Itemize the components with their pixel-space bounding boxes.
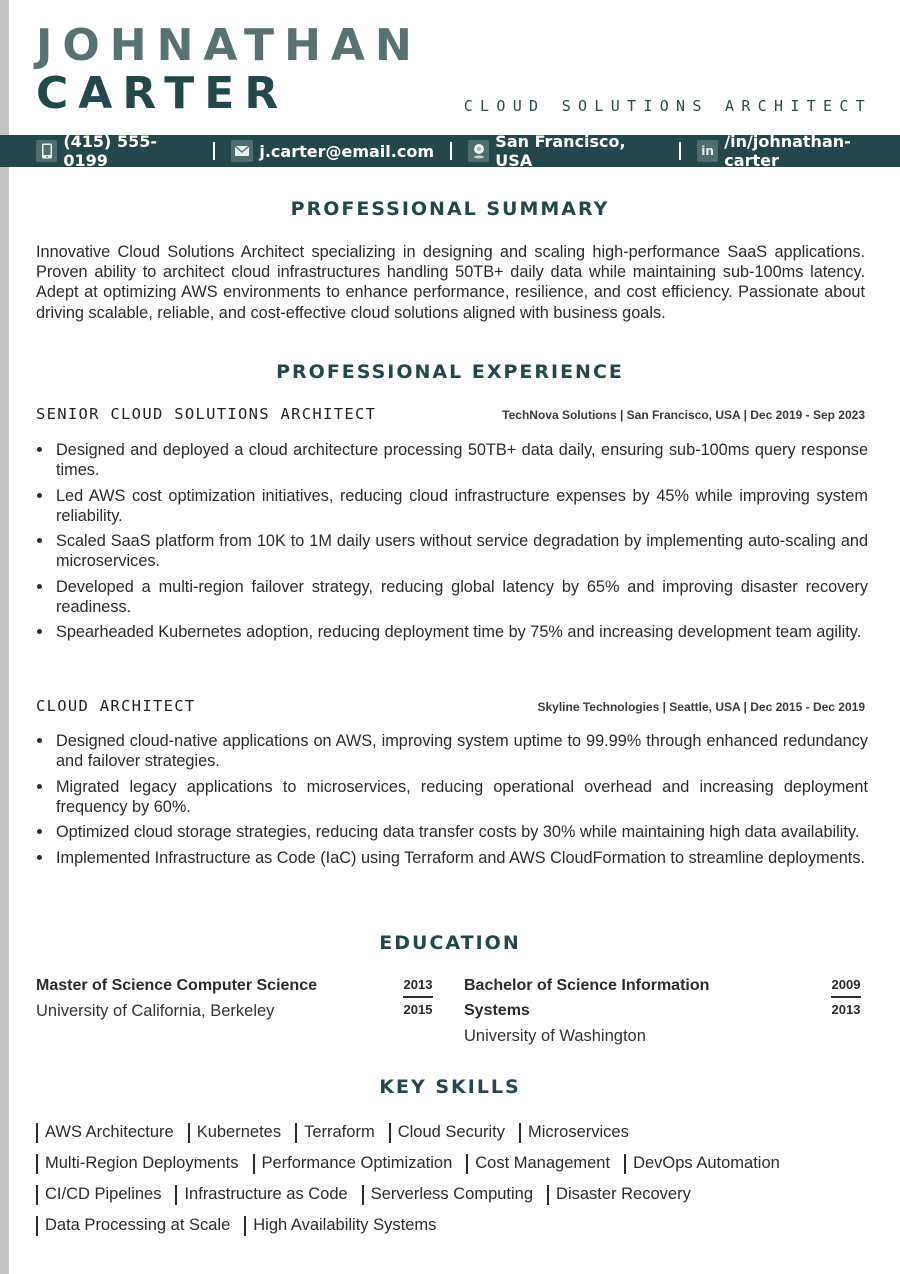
skill-item: Kubernetes [188,1123,281,1143]
school: University of Washington [464,1027,646,1045]
last-name: CARTER [36,68,289,119]
contact-linkedin[interactable] [697,132,900,170]
skill-item: Serverless Computing [362,1185,533,1205]
job-header [36,697,865,715]
skills-list [36,1117,876,1241]
skills-row [36,1179,876,1210]
education-entry [36,973,376,1024]
job-meta: Skyline Technologies | Seattle, USA | Dec 2015 - Dec 2019 [537,700,865,714]
job-role: SENIOR CLOUD SOLUTIONS ARCHITECT [36,405,377,423]
job-bullet: Optimized cloud storage strategies, reducing data transfer costs by 30% while maintaining high data availability. [36,822,868,842]
summary-text: Innovative Cloud Solutions Architect specializing in designing and scaling high-performance SaaS applications. Proven ability to architect cloud infrastructures handling 50TB+ daily data while maintaining sub-100ms latency. Adept at optimizing AWS environments to enhance performance, resilience, and cost efficiency. Passionate about driving scalable, reliable, and cost-effective cloud solutions aligned with business goals. [36,243,865,322]
contact-bar [0,132,900,170]
skill-item: Performance Optimization [253,1154,453,1174]
skills-heading: KEY SKILLS [379,1076,521,1098]
skill-item: High Availability Systems [244,1216,436,1236]
end-year: 2015 [403,1002,433,1017]
year-divider [403,996,433,998]
job-bullet: Migrated legacy applications to microservices, reducing operational overhead and increasing deployment frequency by 60%. [36,777,868,817]
school: University of California, Berkeley [36,1002,275,1020]
end-year: 2013 [831,1002,861,1017]
job-bullet: Spearheaded Kubernetes adoption, reducing deployment time by 75% and increasing development team agility. [36,622,868,642]
job-bullet: Developed a multi-region failover strategy, reducing global latency by 65% and improving disaster recovery readiness. [36,577,868,617]
skill-item: DevOps Automation [624,1154,780,1174]
job-bullets [36,440,868,648]
skill-item: Microservices [519,1123,629,1143]
location-text: San Francisco, USA [495,132,626,170]
start-year: 2009 [831,977,861,992]
job-bullet: Designed and deployed a cloud architecture processing 50TB+ data daily, ensuring sub-100ms query response times. [36,440,868,480]
summary-heading: PROFESSIONAL SUMMARY [290,198,610,220]
job-bullet: Designed cloud-native applications on AWS, improving system uptime to 99.99% through enhanced redundancy and failover strategies. [36,731,868,771]
contact-location[interactable] [468,132,663,170]
contact-phone[interactable] [36,132,197,170]
contact-divider [213,142,215,160]
education-list [36,973,865,1053]
skills-row [36,1210,876,1241]
skills-row [36,1148,876,1179]
skill-item: Data Processing at Scale [36,1216,230,1236]
education-years [401,973,435,1019]
skill-item: Infrastructure as Code [175,1185,347,1205]
candidate-name [36,22,422,118]
job-role: CLOUD ARCHITECT [36,697,196,715]
education-entry [464,973,764,1049]
skill-item: CI/CD Pipelines [36,1185,161,1205]
contact-email[interactable] [231,140,434,162]
year-divider [831,996,861,998]
skill-item: Disaster Recovery [547,1185,691,1205]
education-heading: EDUCATION [379,932,521,954]
email-address: j.carter@email.com [259,141,434,161]
job-bullet: Implemented Infrastructure as Code (IaC) using Terraform and AWS CloudFormation to streamline deployments. [36,848,868,868]
job-title: CLOUD SOLUTIONS ARCHITECT [463,97,872,115]
phone-number: (415) 555-0199 [63,132,157,170]
skill-item: Terraform [295,1123,375,1143]
first-name: JOHNATHAN [36,20,422,71]
education-years [829,973,863,1019]
phone-icon [36,140,57,162]
experience-heading: PROFESSIONAL EXPERIENCE [276,361,624,383]
skill-item: Multi-Region Deployments [36,1154,239,1174]
start-year: 2013 [403,977,433,992]
job-meta: TechNova Solutions | San Francisco, USA | Dec 2019 - Sep 2023 [502,408,865,422]
job-bullet: Scaled SaaS platform from 10K to 1M daily users without service degradation by implementing auto-scaling and microservices. [36,531,868,571]
contact-divider [679,142,681,160]
email-icon [231,140,253,162]
degree: Master of Science Computer Science [36,977,317,994]
linkedin-url: /in/johnathan-carter [724,132,851,170]
skill-item: AWS Architecture [36,1123,174,1143]
job-bullets [36,731,868,873]
skill-item: Cloud Security [389,1123,505,1143]
skill-item: Cost Management [466,1154,610,1174]
linkedin-icon: in [697,140,718,162]
degree: Bachelor of Science Information Systems [464,977,710,1019]
job-bullet: Led AWS cost optimization initiatives, reducing cloud infrastructure expenses by 45% while improving system reliability. [36,486,868,526]
location-icon [468,140,489,162]
contact-divider [450,142,452,160]
job-header [36,405,865,423]
skills-row [36,1117,876,1148]
